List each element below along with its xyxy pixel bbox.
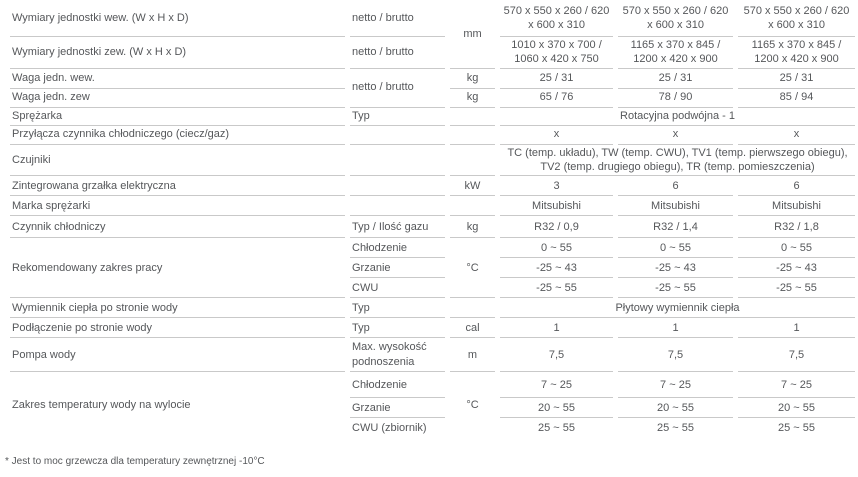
sub-label [350, 145, 445, 177]
value-cell-span: TC (temp. układu), TW (temp. CWU), TV1 (temp. pierwszego obiegu), TV2 (temp. drugiego obiegu), TR (temp. pomieszczenia) [500, 145, 855, 177]
value-cell: 570 x 550 x 260 / 620 x 600 x 310 [500, 0, 613, 37]
value-cell: -25 ~ 43 [738, 258, 855, 278]
unit-label: cal [450, 318, 495, 338]
sub-label: CWU (zbiornik) [352, 422, 427, 435]
param-label: Wymiary jednostki wew. (W x H x D) [10, 0, 345, 37]
sub-label [350, 126, 445, 145]
table-row [10, 37, 855, 69]
table-row [10, 216, 855, 238]
unit-label [450, 196, 495, 216]
value-cell: 25 / 31 [738, 69, 855, 89]
value-cell: 65 / 76 [500, 89, 613, 108]
table-row [10, 0, 855, 37]
value-cell: 20 ~ 55 [738, 398, 855, 418]
value-cell: 570 x 550 x 260 / 620 x 600 x 310 [738, 0, 855, 37]
unit-label [450, 108, 495, 126]
unit-label [450, 298, 495, 318]
sub-label [350, 196, 445, 216]
param-label: Rekomendowany zakres pracy [10, 238, 345, 298]
value-cell: 0 ~ 55 [738, 238, 855, 258]
param-label: Sprężarka [10, 108, 345, 126]
value-cell: Mitsubishi [618, 196, 733, 216]
unit-label: °C [450, 238, 495, 298]
sub-label: Typ / Ilość gazu [350, 216, 445, 238]
value-cell: 7 ~ 25 [618, 372, 733, 398]
unit-label: kg [450, 69, 495, 89]
value-cell: 7,5 [500, 338, 613, 372]
value-cell-span: Rotacyjna podwójna - 1 [500, 108, 855, 126]
sub-label: CWU [350, 278, 445, 298]
sub-label: netto / brutto [350, 0, 445, 37]
value-cell: x [500, 126, 613, 145]
sub-label: Max. wysokość podnoszenia [350, 338, 445, 372]
value-cell: 25 / 31 [618, 69, 733, 89]
sub-label: netto / brutto [350, 37, 445, 69]
param-label: Czujniki [10, 145, 345, 177]
sub-label: Chłodzenie [350, 372, 445, 398]
value-cell: 1 [738, 318, 855, 338]
value-cell: x [618, 126, 733, 145]
spec-table [5, 0, 858, 438]
param-label: Czynnik chłodniczy [10, 216, 345, 238]
table-row [10, 238, 855, 258]
unit-label: kg [450, 216, 495, 238]
sub-label: Typ [350, 298, 445, 318]
value-cell: 7 ~ 25 [738, 372, 855, 398]
value-cell: 1 [618, 318, 733, 338]
value-cell: 20 ~ 55 [500, 398, 613, 418]
footnote: * Jest to moc grzewcza dla temperatury zewnętrznej -10°C [5, 456, 265, 468]
value-cell: 7,5 [618, 338, 733, 372]
table-row [10, 176, 855, 196]
param-label: Wymiennik ciepła po stronie wody [10, 298, 345, 318]
value-cell: 570 x 550 x 260 / 620 x 600 x 310 [618, 0, 733, 37]
param-label: Podłączenie po stronie wody [10, 318, 345, 338]
table-row [10, 126, 855, 145]
value-cell: 1010 x 370 x 700 / 1060 x 420 x 750 [500, 37, 613, 69]
value-cell: 85 / 94 [738, 89, 855, 108]
table-row [10, 318, 855, 338]
value-cell: Mitsubishi [500, 196, 613, 216]
unit-label: kg [450, 89, 495, 108]
value-cell: 25 ~ 55 [777, 422, 815, 435]
unit-label: mm [450, 0, 495, 69]
sub-label: Typ [350, 108, 445, 126]
table-row [10, 145, 855, 177]
param-label: Waga jedn. wew. [10, 69, 345, 89]
unit-label [450, 126, 495, 145]
value-cell: 1 [500, 318, 613, 338]
value-cell: 1165 x 370 x 845 / 1200 x 420 x 900 [738, 37, 855, 69]
value-cell: -25 ~ 55 [738, 278, 855, 298]
unit-label: °C [466, 399, 479, 412]
param-label: Przyłącza czynnika chłodniczego (ciecz/gaz) [10, 126, 345, 145]
param-label: Waga jedn. zew [10, 89, 345, 108]
value-cell: 78 / 90 [618, 89, 733, 108]
unit-label: kW [450, 176, 495, 196]
param-label: Pompa wody [10, 338, 345, 372]
value-cell: Mitsubishi [738, 196, 855, 216]
value-cell: R32 / 1,8 [738, 216, 855, 238]
value-cell: 7,5 [738, 338, 855, 372]
value-cell: -25 ~ 55 [618, 278, 733, 298]
value-cell: -25 ~ 43 [500, 258, 613, 278]
value-cell: 7 ~ 25 [500, 372, 613, 398]
unit-label: m [450, 338, 495, 372]
value-cell: 20 ~ 55 [618, 398, 733, 418]
value-cell: 25 / 31 [500, 69, 613, 89]
table-row [10, 108, 855, 126]
param-label: Wymiary jednostki zew. (W x H x D) [10, 37, 345, 69]
sub-label: Typ [350, 318, 445, 338]
value-cell: 25 ~ 55 [656, 422, 694, 435]
unit-label [450, 145, 495, 177]
value-cell: -25 ~ 43 [618, 258, 733, 278]
sub-label: netto / brutto [350, 69, 445, 108]
table-row [10, 338, 855, 372]
value-cell: x [738, 126, 855, 145]
param-label: Marka sprężarki [10, 196, 345, 216]
table-row [10, 196, 855, 216]
value-cell: 0 ~ 55 [500, 238, 613, 258]
value-cell: 3 [500, 176, 613, 196]
value-cell: 0 ~ 55 [618, 238, 733, 258]
sub-label: Grzanie [350, 398, 445, 418]
table-row [10, 69, 855, 89]
table-row [10, 298, 855, 318]
sub-label: Chłodzenie [350, 238, 445, 258]
value-cell: R32 / 1,4 [618, 216, 733, 238]
value-cell: 1165 x 370 x 845 / 1200 x 420 x 900 [618, 37, 733, 69]
table-row [10, 372, 855, 398]
value-cell: 6 [618, 176, 733, 196]
value-cell: 25 ~ 55 [537, 422, 575, 435]
value-cell: R32 / 0,9 [500, 216, 613, 238]
value-cell: 6 [738, 176, 855, 196]
sub-label [350, 176, 445, 196]
sub-label: Grzanie [350, 258, 445, 278]
value-cell-span: Płytowy wymiennik ciepła [500, 298, 855, 318]
param-label: Zakres temperatury wody na wylocie [12, 399, 191, 412]
value-cell: -25 ~ 55 [500, 278, 613, 298]
param-label: Zintegrowana grzałka elektryczna [10, 176, 345, 196]
